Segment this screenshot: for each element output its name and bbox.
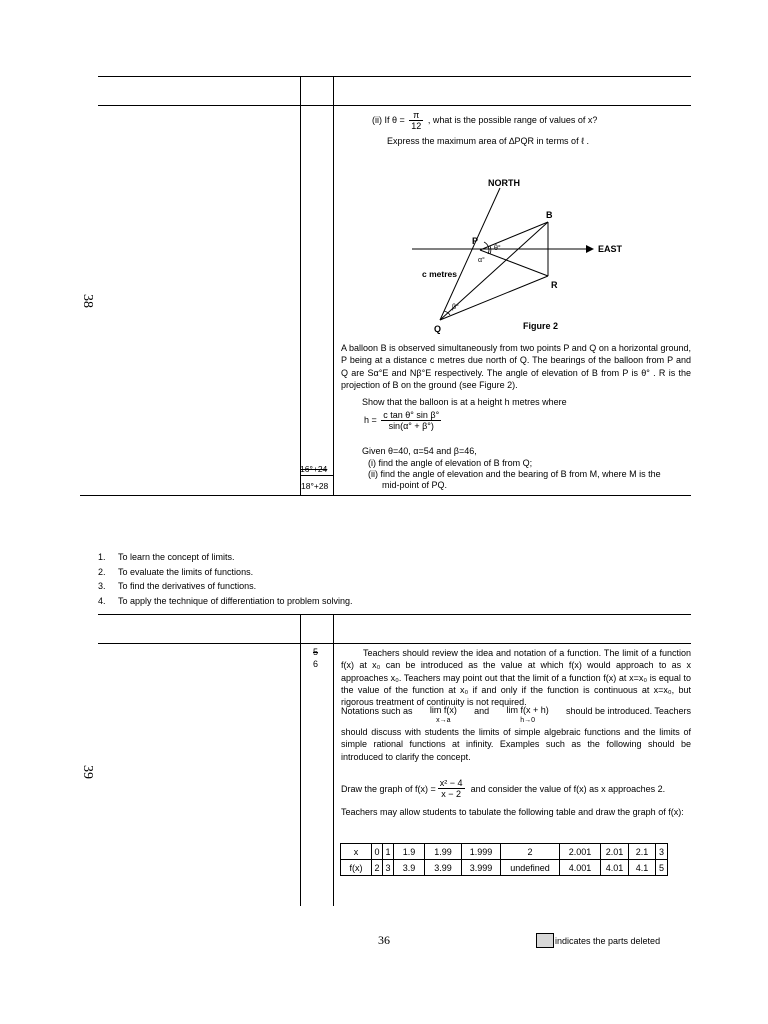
height-formula xyxy=(364,410,443,431)
table-row: f(x) 2 3 3.9 3.99 3.999 undefined 4.001 4.01 4.1 5 xyxy=(341,860,668,876)
time-deleted-38: 16°+24 xyxy=(300,464,328,474)
qr-line xyxy=(440,276,548,320)
notations-line xyxy=(341,706,691,725)
page-number: 36 xyxy=(378,933,390,947)
table2-header-rule xyxy=(98,643,691,644)
given-values: Given θ=40, α=54 and β=46, xyxy=(362,446,477,456)
limit-h-to-0: lim f(x + h) h→0 xyxy=(506,705,549,724)
express-max-area: Express the maximum area of ∆PQR in terms of ℓ . xyxy=(387,136,589,146)
objectives-list xyxy=(98,550,352,608)
table2-col-divider-2 xyxy=(333,614,334,906)
alpha-label: α° xyxy=(478,257,485,264)
height-denominator: sin(α° + β°) xyxy=(388,421,434,431)
task-i: (i) find the angle of elevation of B from Q; xyxy=(368,458,533,468)
deleted-legend-text: indicates the parts deleted xyxy=(555,936,661,946)
table1-top-rule xyxy=(98,76,691,77)
deleted-legend-swatch xyxy=(536,933,554,948)
figure-caption: Figure 2 xyxy=(523,321,559,331)
table1-header-rule xyxy=(98,105,691,106)
time-revised-39: 6 xyxy=(313,659,319,669)
time-cell-rule xyxy=(300,475,333,476)
point-p-label: P xyxy=(472,236,479,246)
fraction-numerator: π xyxy=(409,110,423,121)
limits-paragraph-a: Teachers should review the idea and notation of a function. The limit of a function f(x) at x₀ can be introduced as the value at which f(x) would approach to as x approaches x₀. Teachers may point out that the limit of a function f(x) at x=x₀ is equal to the value of the function at x₀ if and only if the function is continuous at x=x₀, but rigorous treatment of continuity is not required. xyxy=(341,648,691,708)
fraction-denominator: 12 xyxy=(411,121,422,131)
list-item: 1. To learn the concept of limits. xyxy=(98,552,235,562)
and-word: and xyxy=(474,706,490,716)
height-fraction xyxy=(381,410,441,431)
graph-instruction: Draw the graph of f(x) = $\frac{\text{x² − 4}}{x - 2}$ and consider the value of f(x) as x approaches 2. xyxy=(341,778,666,799)
show-height-line: Show that the balloon is at a height h metres where xyxy=(362,397,567,407)
theta-label: θ° xyxy=(494,245,501,252)
side-number-39: 39 xyxy=(80,765,95,779)
table-row: x 0 1 1.9 1.99 1.999 2 2.001 2.01 2.1 3 xyxy=(341,844,668,860)
east-label: EAST xyxy=(598,244,623,254)
side-number-38: 38 xyxy=(80,294,95,308)
figure-2-diagram xyxy=(400,172,640,337)
pb-line xyxy=(480,222,548,250)
east-arrowhead xyxy=(586,245,594,253)
theta-arc xyxy=(490,246,491,254)
part-ii-question xyxy=(372,110,597,131)
limits-paragraph-b: should discuss with students the limits of simple algebraic functions and the limits of simple rational functions at infinity. Examples such as the following should be introduced to clarify the concept. xyxy=(341,727,691,762)
table2-top-rule xyxy=(98,614,691,615)
part-ii-suffix: , what is the possible range of values of x? xyxy=(427,114,598,125)
notations-suffix: should be introduced. Teachers xyxy=(566,706,691,716)
task-ii-line-1: (ii) find the angle of elevation and the bearing of B from M, where M is the xyxy=(368,469,661,479)
beta-label: β° xyxy=(452,304,459,311)
balloon-paragraph: A balloon B is observed simultaneously from two points P and Q on a horizontal ground, P being at a distance c metres due north of Q. The bearings of the balloon from P and Q are Sα°E and Nβ°E respectively. The angle of elevation of B from P is θ° . R is the projection of B on the ground (see Figure 2). xyxy=(341,343,691,390)
point-q-label: Q xyxy=(434,324,442,334)
tabulate-paragraph: Teachers may allow students to tabulate the following table and draw the graph of f(x): xyxy=(341,807,684,817)
fx-values-table xyxy=(340,843,668,876)
list-item: 3. To find the derivatives of functions. xyxy=(98,581,257,592)
h-equals: h = xyxy=(364,414,377,425)
list-item: 4. To apply the technique of differentiation to problem solving. xyxy=(98,595,353,606)
limit-x-to-a: lim f(x) x→a xyxy=(429,705,457,724)
time-deleted-39: 5 xyxy=(313,647,319,657)
notations-prefix: Notations such as xyxy=(341,706,413,716)
time-revised-38: 18°+28 xyxy=(301,481,329,491)
point-r-label: R xyxy=(551,280,558,290)
table1-bottom-rule xyxy=(80,495,691,496)
c-metres-label: c metres xyxy=(422,269,457,279)
table2-col-divider-1 xyxy=(300,614,301,906)
table1-col-divider-2 xyxy=(333,76,334,495)
fx-fraction: $\frac{\text{x² − 4}}{x - 2}$ xyxy=(439,778,463,799)
task-ii-line-2: mid-point of PQ. xyxy=(382,480,448,490)
table1-col-divider-1 xyxy=(300,76,301,495)
height-numerator: c tan θ° sin β° xyxy=(383,410,440,420)
pi-over-12-fraction xyxy=(409,110,423,131)
point-b-label: B xyxy=(546,210,553,220)
list-item: 2. To evaluate the limits of functions. xyxy=(98,566,254,577)
north-label: NORTH xyxy=(488,178,520,188)
part-ii-prefix: (ii) If θ = xyxy=(372,114,405,125)
